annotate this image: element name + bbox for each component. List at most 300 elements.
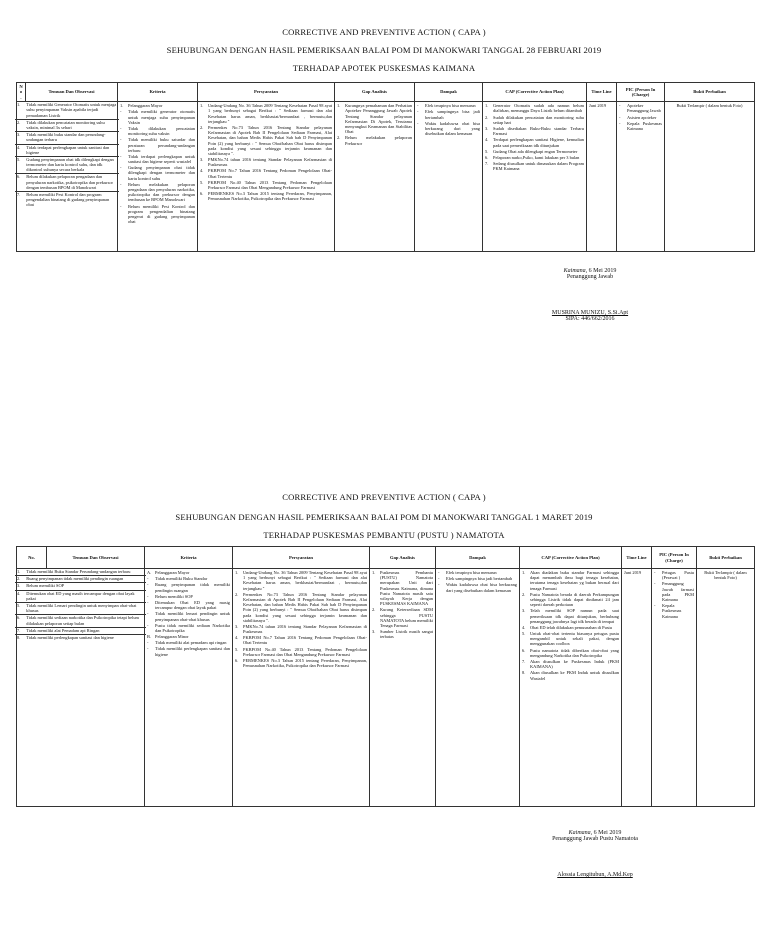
item-text: Sudah disediakan Buku-Buku standar Terbaru Farmasi	[493, 125, 584, 137]
item-text: PKBPOM No.7 Tahun 2016 Tentang Pedoman Pengelolaan Obat-Obat Tertentu	[208, 168, 332, 179]
item-number: 1.	[17, 102, 21, 108]
item-number: 7.	[485, 161, 489, 167]
item-number: 3.	[17, 132, 21, 138]
item-number: 6.	[17, 174, 21, 180]
doc1-sign-role: Penanggung Jawab	[566, 274, 614, 280]
doc2-header-kriteria: Kriteria	[145, 547, 233, 569]
item-number: 4.	[200, 168, 204, 174]
doc2-pic-list	[654, 570, 694, 619]
item-text: PMKNo.74 tahun 2016 tentang Standar Pelayanan Kefarmasian di Puskesmas	[243, 623, 367, 635]
item-text: Asisten apoteker	[627, 114, 657, 120]
list-item	[200, 125, 332, 156]
item-text: Efek terapinya bisa menurun	[425, 103, 476, 109]
item-number: 1.	[337, 103, 341, 109]
item-number: -	[120, 153, 122, 159]
list-item	[522, 670, 619, 680]
item-text: Kurang Ketersediaan SDM sehingga PUSTU NAMATOTA belum memiliki Tenaga Farmasi	[380, 607, 433, 628]
doc2-persyaratan-list	[235, 570, 367, 668]
item-text: Belum memiliki SOP	[26, 583, 65, 589]
doc2-sign-place: Kaimana,	[568, 830, 593, 836]
list-item	[337, 103, 412, 134]
item-number: 1.	[235, 570, 239, 575]
item-text: Apoteker Penanggung Jawab	[627, 103, 661, 114]
doc1-dampak-cell	[415, 102, 483, 252]
list-item	[438, 570, 517, 575]
item-text: Belum memiliki Pest Kontrol dan program pengendalian binatang di gudang penyimpanan obat	[26, 192, 110, 208]
doc1-header-time: Time Line	[587, 83, 617, 102]
item-number: 3.	[200, 157, 204, 163]
list-item	[15, 569, 146, 576]
item-number: 1.	[522, 570, 526, 575]
item-number: 4.	[17, 144, 21, 150]
list-item	[619, 103, 662, 113]
item-number: 5.	[200, 179, 204, 185]
item-number: -	[147, 646, 149, 652]
item-number: -	[417, 103, 419, 109]
item-number: 3.	[485, 125, 489, 131]
item-number: -	[619, 114, 621, 120]
item-text: Akan diusulkan ke PKM Induk untuk diusulkan Wastafel	[530, 670, 619, 681]
item-text: Kepala Puskesmas Kaimana	[627, 120, 662, 131]
item-text: Tidak memiliki sediaan narkotika dan Psikotropika tetapi belum dilakukan pelaporan setiap bulan	[26, 615, 139, 626]
doc1-sign-place: Kaimana,	[563, 268, 588, 274]
list-item	[147, 582, 230, 592]
item-text: PKBPOM No.40 Tahun 2013 Tentang Pedoman Pengelolaan Prekursor Farmasi dan Obat Mengandung Prekursor Farmasi	[208, 179, 332, 191]
item-number: 3.	[372, 629, 376, 635]
list-item	[372, 570, 433, 606]
list-item	[15, 174, 119, 192]
item-text: Pustu namatota tidak diberikan obat-obat yang mengandung Narkotika dan Psikotropika	[530, 647, 619, 658]
doc2-header-persyaratan: Persyaratan	[233, 547, 370, 569]
list-item	[15, 157, 119, 175]
list-item	[15, 628, 146, 635]
list-item	[417, 109, 480, 119]
item-number: 7.	[17, 192, 21, 198]
doc1-title: CORRECTIVE AND PREVENTIVE ACTION ( CAPA )	[282, 27, 486, 37]
item-number: -	[147, 640, 149, 646]
list-item	[147, 570, 230, 575]
list-item	[417, 121, 480, 137]
doc2-header-gap: Gap Analisis	[370, 547, 436, 569]
list-item	[522, 625, 619, 630]
item-number: 5.	[17, 156, 21, 162]
doc2-pic-cell	[652, 569, 697, 807]
list-item	[147, 640, 230, 645]
doc2-title: CORRECTIVE AND PREVENTIVE ACTION ( CAPA )	[282, 492, 486, 502]
item-text: Tidak memiliki Lemari pendingin untuk menyimpan obat-obat khusus	[26, 602, 137, 614]
item-text: Pelaporan narko,Psiko, kami lakukan per 3 bulan	[493, 154, 580, 160]
list-item	[147, 600, 230, 610]
item-text: Tidak terdapat perlengkapan untuk sanitasi dan higiene seperti wastafel	[128, 153, 195, 165]
list-item	[522, 608, 619, 624]
list-item	[485, 155, 584, 160]
doc1-header-no: N o .	[17, 83, 26, 102]
list-item	[619, 121, 662, 131]
list-item	[15, 192, 119, 209]
item-text: Puskesmas Pembantu (PUSTU) Namatota merupakan Unit dari Puskesmas Kaimana, dimana Pustu Namatota masih satu wilayah Kerja dengan PUSKESMAS KAIMANA	[380, 570, 433, 607]
doc1-pic-cell	[617, 102, 665, 252]
list-item	[485, 161, 584, 171]
doc2-temuan-list	[17, 569, 144, 641]
item-text: Waktu kadaluwsa obat bisa berkurang dari yang disebutkan dalam kemasan	[446, 582, 517, 593]
item-number: 2.	[372, 607, 376, 613]
item-number: 3.	[522, 608, 526, 614]
doc2-header-no: No.	[17, 547, 47, 569]
item-number: -	[654, 603, 656, 609]
item-text: Ruang penyimpanan tidak memiliki pendingin ruangan	[26, 576, 124, 582]
item-text: Ditemukan Obat ED yang masig tercampur dengan obat layak pakai	[155, 599, 230, 611]
list-item	[15, 102, 119, 120]
item-text: Efek sampingnya bisa jadi bertambah	[425, 109, 480, 120]
doc2-header-dampak: Dampak	[436, 547, 520, 569]
item-number: 2.	[200, 124, 204, 130]
list-item	[372, 607, 433, 628]
item-text: Tidak memiliki perlengkapan sanitasi dan higiene	[26, 634, 114, 640]
item-text: PERMENKES No.3 Tahun 2015 tentang Peredaran, Penyimpanan, Pemusnahan Narkotika, Psikotropika dan Prekursor Farmasi	[243, 658, 367, 669]
item-text: Efek sampingnya bisa jadi bertambah	[446, 576, 513, 582]
item-number: 1.	[200, 103, 204, 109]
doc2-header-bukti: Bukti Perbaikan	[697, 547, 755, 569]
doc2-capa-table	[16, 546, 755, 807]
item-text: Terdapat perlengkapan sanitasi Higiene, kemudian pada saat pemeriksaan tdk ditunjukan	[493, 137, 584, 148]
list-item	[485, 103, 584, 113]
item-text: Tidak terdapat perlengkapan untuk sanitasi dan higiene	[26, 144, 110, 155]
item-text: Gudang Obat ada dilengkapi engan Termometer	[493, 148, 578, 154]
doc2-bukti-cell: Bukti Terlampir ( dalam bentuk Foto)	[697, 569, 755, 807]
item-text: Obat ED telah dilakukan pemusnahan di Pustu	[530, 624, 612, 630]
list-item	[200, 103, 332, 124]
doc1-gap-cell	[335, 102, 415, 252]
doc2-kriteria-list	[147, 570, 230, 657]
doc2-header-time: Time Line	[622, 547, 652, 569]
doc2-dampak-cell	[436, 569, 520, 807]
item-number: 5.	[485, 148, 489, 154]
doc2-header-temuan: Temuan Dan Observasi	[47, 547, 145, 569]
doc1-header-persyaratan: Persyaratan	[198, 83, 335, 102]
doc1-time-cell: Juni 2019	[587, 102, 617, 252]
item-number: -	[147, 576, 149, 582]
item-number: 6.	[522, 647, 526, 653]
doc2-sign-role: Penanggung Jawab Pustu Namatota	[552, 836, 638, 842]
list-item	[120, 204, 195, 225]
list-item	[417, 103, 480, 108]
item-number: -	[120, 203, 122, 209]
doc2-subsubtitle: TERHADAP PUSKESMAS PEMBANTU (PUSTU ) NAMATOTA	[263, 530, 505, 540]
item-number: -	[417, 120, 419, 126]
doc1-header-dampak: Dampak	[415, 83, 483, 102]
item-number: 8.	[522, 670, 526, 676]
item-number: -	[120, 125, 122, 131]
doc1-header-temuan: Temuan Dan Observasi	[26, 83, 118, 102]
item-text: Undang-Undang No. 36 Tahun 2009 Tentang Kesehatan Pasal 98 ayat 1 yang berbunyi sebagai Berikut : " Sediaan farmasi dan alat Kesehatan harus aman, berkhasiat/bermanfaat , bermutu,dan terjangkau "	[208, 103, 332, 124]
item-text: Permenkes No.73 Tahun 2016 Tentang Standar pelayanan Kefarmasian di Apotek Bab II Pengelolaan Sediaan Farmasi, Alat Kesehatan, dan bahan Medis Habis Pakai Sub bab D Penyimpanan Poin (2) yang berbunyi : " Semua Obat/bahan Obat harus disimpan pada kondisi yang sesuai sehingga terjamin keamanan dan stabilitasnya ".	[243, 591, 367, 623]
doc2-header-cap: CAP (Corrective Action Plan)	[520, 547, 622, 569]
list-item	[15, 145, 119, 157]
list-item	[485, 137, 584, 147]
doc2-gap-cell	[370, 569, 436, 807]
doc1-header-bukti: Bukti Perbaikan	[665, 83, 755, 102]
item-text: PKBPOM No.7 Tahun 2016 Tentang Pedoman Pengelolaan Obat-Obat Tertentu	[243, 635, 367, 646]
list-item	[522, 648, 619, 658]
item-text: Tidak memiliki buku saturdar dan peraturan perundang-undangan terbaru	[128, 137, 195, 153]
item-number: -	[654, 570, 656, 575]
item-number: -	[147, 599, 149, 605]
item-number: 2.	[337, 135, 341, 141]
item-number: A.	[147, 570, 152, 575]
list-item	[235, 658, 367, 668]
list-item	[15, 132, 119, 144]
list-item	[485, 115, 584, 125]
doc1-persyaratan-list	[200, 103, 332, 201]
item-text: Sumber Listrik masih sangat terbatas	[380, 629, 433, 640]
doc1-header-pic: PIC (Person In (Charge)	[617, 83, 665, 102]
item-number: 6.	[485, 154, 489, 160]
doc1-capa-table	[16, 82, 755, 252]
item-number: -	[147, 611, 149, 617]
doc1-cap-list	[485, 103, 584, 171]
item-number: 4.	[17, 590, 21, 596]
item-text: Pelanggaran Mayor	[155, 570, 190, 575]
list-item	[15, 603, 146, 615]
list-item	[15, 576, 146, 583]
item-text: Ruang penyimpanan tidak memiliki pendingin ruangan	[155, 582, 230, 593]
item-text: Belum dilakukan pelaporan pengadaan dan penyaluran narkotika, psikotropika dan prekursor dengan tembusan BPOM di Manokwari	[26, 174, 113, 190]
item-text: Tidak memiliki Buku Standar	[155, 576, 208, 582]
doc2-cap-cell	[520, 569, 622, 807]
item-number: 5.	[235, 646, 239, 652]
doc2-temuan-cell	[17, 569, 145, 807]
item-number: 2.	[522, 591, 526, 597]
doc1-dampak-list	[417, 103, 480, 136]
item-number: -	[619, 120, 621, 126]
list-item	[200, 180, 332, 190]
list-item	[15, 615, 146, 627]
item-text: Undang-Undang No. 36 Tahun 2009 Tentang Kesehatan Pasal 98 ayat 1 yang berbunyi sebagai Berikut : " Sediaan farmasi dan alat Kesehatan harus aman, berkhasiat/bermanfaat , bermutu,dan terjangkau "	[243, 570, 367, 591]
item-text: PMKNo.74 tahun 2016 tentang Standar Pelayanan Kefarmasian di Puskesmas	[208, 157, 332, 168]
list-item	[15, 591, 146, 603]
item-number: -	[120, 109, 122, 115]
list-item	[147, 611, 230, 621]
item-text: Pustu Namatota berada di daerah Perkampungan sehingga Listrik tidak dapat dinikmati 24 jam seperti daerah perkotaan	[530, 591, 619, 608]
item-text: Untuk obat-obat tertentu biasanya petugas pustu mengambil untuk sekali pakai, dengan menggunakan coolbox	[530, 631, 619, 647]
doc2-time-cell: Juni 2019	[622, 569, 652, 807]
item-text: Telah memiliki SOP namun pada saat pemeriksaan tdk dapat ditunjukan, berhubung penanggung jawabnya lagi tdk berada di tempat	[530, 608, 619, 624]
list-item	[15, 635, 146, 641]
item-text: Tidak memiliki alat Pemadam api Ringan	[26, 627, 100, 633]
item-number: 2.	[17, 119, 21, 125]
item-text: Belum melakukan pelaporan pengadaan dan penyaluran narkotika, psikotropika dan prekursor dengan tembusan ke BPOM Manokwari	[128, 181, 195, 203]
item-number: -	[438, 570, 440, 575]
list-item	[654, 570, 694, 580]
list-item	[15, 120, 119, 132]
item-number: 2.	[485, 114, 489, 120]
list-item	[235, 592, 367, 623]
doc1-kriteria-cell	[118, 102, 198, 252]
item-text: Akan diadakan buku standar Farmasi sehingga dapat menambah ilmu bagi tenaga kesehatan, terutama tenaga kesehatan yg bukan berasal dari tenaga Farmasi	[530, 570, 619, 591]
list-item	[235, 647, 367, 657]
list-item	[120, 103, 195, 108]
doc1-gap-list	[337, 103, 412, 146]
item-text: Tidak memiliki alat pemadam api ringan	[155, 640, 227, 646]
list-item	[147, 623, 230, 633]
item-number: 5.	[17, 602, 21, 608]
item-number: 1.	[485, 103, 489, 109]
item-text: Tidak dilakukan pencatatan monitoring suhu vaksin	[128, 125, 195, 137]
item-text: Efek terapinya bisa menurun	[446, 570, 497, 575]
list-item	[654, 581, 694, 602]
item-number: 4.	[522, 624, 526, 630]
item-text: Pustu tidak memiliki sediaan Narkotika dan Psikotropika	[155, 622, 230, 633]
list-item	[438, 576, 517, 581]
list-item	[619, 115, 662, 120]
item-number: -	[619, 103, 621, 109]
item-text: Belum memiliki Pest Kontrol dan program pengendalian binatang pengerat di gudang penyimpanan obat	[128, 203, 195, 225]
item-text: Tidak dilakukan pencatatan monitoring suhu vaksin, minimal 3x sehari	[26, 119, 105, 130]
list-item	[235, 624, 367, 634]
item-text: Tidak memiliki buku standar dan perundang-undangan terbaru	[26, 132, 106, 143]
doc2-dampak-list	[438, 570, 517, 593]
list-item	[120, 154, 195, 164]
item-number: 8.	[17, 634, 21, 640]
item-text: Generator Otomatis sudah ada namun belum dialirkan, menunggu Daya Listrik belum ditambah	[493, 103, 584, 114]
doc2-subtitle: SEHUBUNGAN DENGAN HASIL PEMERIKSAAN BALAI POM DI MANOKWARI TANGGAL 1 MARET 2019	[175, 512, 593, 522]
list-item	[120, 165, 195, 181]
item-text: Belum memiliki SOP	[155, 593, 193, 599]
item-text: Tidak memiliki Buku Standar Perundang-undangan terbaru	[26, 569, 131, 574]
item-text: Sedang diusulkan untuk dimasukan dalam Program PKM Kaimana	[493, 161, 584, 172]
doc1-persyaratan-cell	[198, 102, 335, 252]
list-item	[522, 570, 619, 591]
doc2-sign-date: 6 Mei 2019	[592, 830, 622, 836]
doc2-gap-list	[372, 570, 433, 639]
list-item	[522, 631, 619, 647]
doc1-subsubtitle: TERHADAP APOTEK PUSKESMAS KAIMANA	[292, 63, 476, 73]
doc1-temuan-list	[17, 102, 117, 208]
item-text: Tidak memiliki lemari pendingin untuk penyimpanan obat-obat khusus	[155, 611, 230, 622]
list-item	[147, 634, 230, 639]
doc2-signature-block	[515, 830, 675, 878]
item-text: PERMENKES No.3 Tahun 2015 tentang Peredaran, Penyimpanan, Pemusnahan Narkotika, Psikotropika dan Prekursor Farmasi	[208, 191, 332, 202]
item-text: Gudang penyimpanan obat tdk dilengkapi dengan termometer dan kartu kontrol suhu, dan tdk dikontrol suhunya secara berkala	[26, 156, 114, 173]
item-number: -	[438, 576, 440, 582]
doc2-persyaratan-cell	[233, 569, 370, 807]
item-number: 5.	[522, 631, 526, 637]
item-text: Petugas Pustu (Perawat )	[662, 570, 694, 581]
item-number: B.	[147, 634, 152, 640]
list-item	[15, 583, 146, 590]
list-item	[438, 582, 517, 592]
item-text: Tidak memiliki generator otomatis untuk menjaga suhu penyimpanan Vaksin	[128, 109, 195, 125]
item-text: PKBPOM No.40 Tahun 2013 Tentang Pedoman Pengelolaan Prekursor Farmasi dan Obat Mengandung Prekursor Farmasi	[243, 646, 367, 657]
list-item	[120, 126, 195, 136]
item-text: Gudang penyimpanan obat tidak dilengkapi dengan termometer dan kartu kontrol suhu	[128, 165, 195, 181]
item-text: Pelanggaran Minor	[155, 634, 189, 640]
item-number: 1.	[372, 570, 376, 575]
item-number: -	[147, 582, 149, 588]
item-text: Belum melakukan pelaporan Prekursor	[345, 135, 412, 146]
item-text: Permenkes No.73 Tahun 2016 Tentang Standar pelayanan Kefarmasian di Apotek Bab II Pengelolaan Sediaan Farmasi, Alat Kesehatan, dan bahan Medis Habis Pakai Sub bab D Penyimpanan Poin (2) yang berbunyi : " Semua Obat/bahan Obat harus disimpan pada kondisi yang sesuai sehingga terjamin keamanan dan stabilitasnya ".	[208, 124, 332, 156]
item-number: 6.	[235, 658, 239, 663]
item-number: 1.	[120, 103, 124, 109]
doc2-sign-name: Alossia Lengitubun, A.Md.Kep	[557, 872, 633, 878]
item-number: 6.	[200, 191, 204, 197]
doc2-header-pic: PIC (Person In (Charge)	[652, 547, 697, 569]
doc1-header-kriteria: Kriteria	[118, 83, 198, 102]
item-number: 1.	[17, 569, 21, 574]
doc1-signature-block	[520, 268, 660, 322]
list-item	[654, 603, 694, 619]
doc1-temuan-cell	[17, 102, 118, 252]
list-item	[235, 635, 367, 645]
item-text: Pelanggaran Mayor	[128, 103, 163, 109]
list-item	[337, 135, 412, 145]
list-item	[200, 191, 332, 201]
list-item	[200, 157, 332, 167]
doc1-sign-sipa: SIPA: 446/662/2016	[565, 316, 615, 322]
item-text: Akan diusulkan ke Puskesmas Induk (PKM KAIMANA)	[530, 659, 619, 670]
list-item	[120, 182, 195, 203]
item-number: 7.	[522, 659, 526, 664]
item-text: Kepala Puskesmas Kaimana	[662, 603, 682, 619]
doc1-sign-date: 6 Mei 2019	[587, 268, 617, 274]
item-text: Tidak memiliki Generator Otomatis untuk menjaga suhu penyimpanan Vaksin apabila terjadi pemadaman Listrik	[26, 102, 117, 118]
item-number: -	[654, 581, 656, 587]
item-number: -	[147, 593, 149, 599]
list-item	[200, 168, 332, 178]
item-number: -	[120, 181, 122, 187]
list-item	[147, 594, 230, 599]
item-text: Sudah dilakukan pencatatan dan monitoring suhu setiap hari	[493, 114, 584, 125]
doc1-pic-list	[619, 103, 662, 131]
item-number: -	[120, 137, 122, 143]
list-item	[120, 137, 195, 153]
list-item	[235, 570, 367, 591]
list-item	[485, 149, 584, 154]
doc1-cap-cell	[483, 102, 587, 252]
item-number: -	[147, 622, 149, 628]
doc1-header-cap: CAP (Corrective Action Plan)	[483, 83, 587, 102]
item-number: -	[120, 165, 122, 171]
item-number: 4.	[485, 137, 489, 143]
item-number: 2.	[17, 576, 21, 582]
item-number: 7.	[17, 627, 21, 633]
item-text: Penanggung Jawab farmasi pada PKM Kaimana	[662, 581, 694, 602]
doc2-cap-list	[522, 570, 619, 681]
item-number: 3.	[235, 623, 239, 629]
doc1-subtitle: SEHUBUNGAN DENGAN HASIL PEMERIKSAAN BALAI POM DI MANOKWARI TANGGAL 28 FEBRUARI 2019	[166, 45, 602, 55]
item-text: Ditemukan obat ED yang masih tercampur dengan obat layak pakai	[26, 590, 135, 601]
doc2-kriteria-cell	[145, 569, 233, 807]
item-number: 2.	[235, 591, 239, 597]
list-item	[485, 126, 584, 136]
item-number: 3.	[17, 583, 21, 589]
item-number: -	[438, 582, 440, 588]
item-text: Kurangnya pemahaman dan Perhatian Apoteker Penanggung Jawab Apotek Tentang Standar pelayanan Kefarmasian Di Apotek, Terutama menyangkut Keamanan dan Stabilitas Obat	[345, 103, 412, 135]
item-number: 6.	[17, 615, 21, 621]
doc1-header-gap: Gap Analisis	[335, 83, 415, 102]
list-item	[522, 659, 619, 669]
item-text: Waktu kadaluwsa obat bisa berkurang dari yang disebutkan dalam kemasan	[425, 120, 480, 137]
list-item	[147, 646, 230, 656]
doc1-sign-name: MUSRINA MUNIZU, S.Si.Apt	[551, 310, 629, 316]
list-item	[147, 576, 230, 581]
list-item	[522, 592, 619, 608]
doc1-bukti-cell: Bukti Terlampir ( dalam bentuk Foto)	[665, 102, 755, 252]
item-number: -	[417, 109, 419, 115]
item-text: Tidak memiliki perlengkapan sanitasi dan higiene	[155, 646, 230, 657]
item-number: 4.	[235, 635, 239, 641]
list-item	[372, 629, 433, 639]
